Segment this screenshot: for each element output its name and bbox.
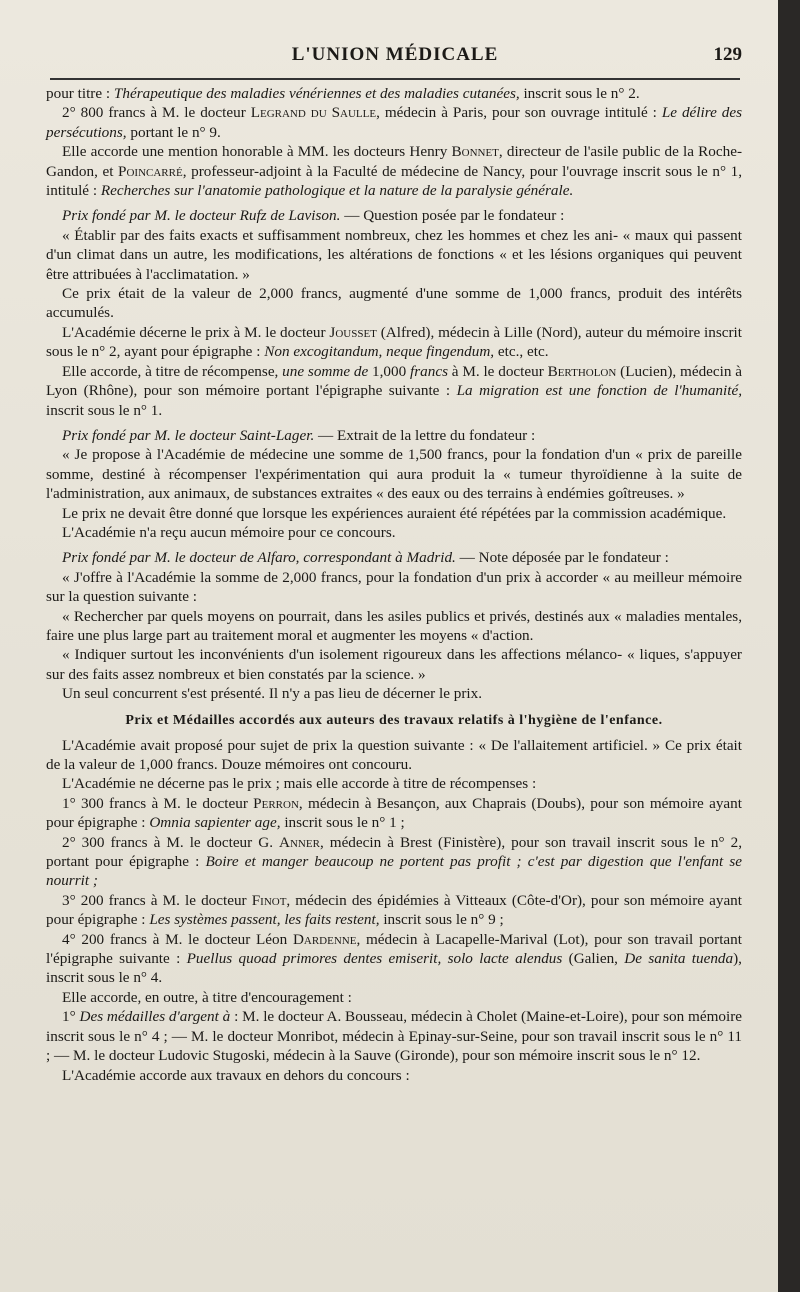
- scan-edge: [778, 0, 800, 1292]
- text: , professeur-adjoint à la Faculté de médecine de Nancy, pour l'ouvrage inscrit sous le n° 1, intitulé :: [46, 162, 742, 200]
- running-head: [50, 40, 740, 70]
- quotation: « Établir par des faits exacts et suffisamment nombreux, chez les hommes et chez les ani- « maux qui passent d'un climat dans un autre, les modifications, les altérations de fonctions « et les lésions organiques qui peuvent être attribuées à l'acclimatation. »: [46, 226, 742, 283]
- text: portant le n° 9.: [126, 123, 221, 141]
- work-title: Recherches sur l'anatomie pathologique et la nature de la paralysie générale.: [100, 182, 574, 200]
- author-name: Dardenne: [292, 930, 357, 948]
- paragraph: L'Académie ne décerne pas le prix ; mais elle accorde à titre de récompenses :: [62, 775, 537, 793]
- work-title: De sanita tuenda: [624, 950, 734, 968]
- text: 4° 200 francs à M. le docteur Léon: [62, 930, 293, 948]
- paragraph: [46, 891, 742, 930]
- epigraph: La migration est une fonction de l'humanité,: [456, 382, 742, 400]
- text: , médecin à Brest (Finistère), pour son travail inscrit sous le n° 2, portant pour épigraphe :: [46, 833, 742, 871]
- paragraph: [46, 206, 742, 225]
- text: , médecin à Besançon, aux Chaprais (Doubs), pour son mémoire ayant pour épigraphe :: [46, 794, 742, 832]
- text: francs: [410, 362, 448, 380]
- paragraph: [46, 548, 742, 567]
- paragraph: Le prix ne devait être donné que lorsque les expériences auraient été répétées par la commission académique.: [62, 504, 727, 522]
- work-title: Le délire des persécutions,: [46, 104, 743, 141]
- paragraph: Elle accorde, en outre, à titre d'encouragement :: [62, 988, 352, 1006]
- prize-heading: Prix fondé par M. le docteur de Alfaro, correspondant à Madrid.: [62, 549, 456, 567]
- article-body: [46, 84, 742, 1085]
- text: ), inscrit sous le n° 4.: [46, 950, 742, 987]
- text: (Galien,: [562, 950, 625, 968]
- page-number: 129: [713, 44, 742, 65]
- text: , médecin à Lacapelle-Marival (Lot), pour son travail portant l'épigraphe suivante :: [46, 930, 742, 968]
- text: inscrit sous le n° 1.: [46, 401, 163, 419]
- paragraph: [46, 84, 742, 103]
- author-name: Perron: [253, 794, 299, 812]
- text: (Lucien), médecin à Lyon (Rhône), pour son mémoire portant l'épigraphe suivante :: [46, 362, 743, 400]
- author-name: Jousset: [329, 323, 377, 341]
- paragraph: [46, 426, 742, 445]
- quotation: « Indiquer surtout les inconvénients d'un isolement rigoureux dans les affections mélanco- « liques, s'appuyer sur des faits assez nombreux et bien constatés par la science. »: [46, 646, 742, 683]
- author-name: Bertholon: [547, 362, 617, 380]
- paragraph: [46, 362, 742, 420]
- text: 2° 800 francs à M. le docteur: [62, 104, 251, 122]
- text: — Question posée par le fondateur :: [340, 207, 565, 225]
- text: Des médailles d'argent à: [79, 1008, 231, 1026]
- epigraph: Boire et manger beaucoup ne portent pas profit ; c'est par digestion que l'enfant se nourrit ;: [46, 853, 742, 890]
- epigraph: Les systèmes passent, les faits restent,: [149, 911, 380, 929]
- text: , médecin à Paris, pour son ouvrage intitulé :: [376, 104, 662, 122]
- author-name: Poincarré: [118, 162, 183, 180]
- text: inscrit sous le n° 9 ;: [379, 911, 504, 929]
- text: , directeur de l'asile public de la Roche-Gandon, et: [46, 143, 743, 180]
- quotation: « Rechercher par quels moyens on pourrait, dans les asiles publics et privés, destinés aux « maladies mentales, faire une plus large part au traitement moral et augmenter les moyens « d'action.: [46, 607, 742, 644]
- paragraph: L'Académie accorde aux travaux en dehors du concours :: [62, 1066, 410, 1084]
- text: inscrit sous le n° 2.: [519, 85, 640, 102]
- text: inscrit sous le n° 1 ;: [280, 814, 405, 832]
- journal-title: L'UNION MÉDICALE: [291, 44, 499, 65]
- text: , médecin des épidémies à Vitteaux (Côte-d'Or), pour son mémoire ayant pour épigraphe :: [46, 891, 742, 929]
- quotation: « Je propose à l'Académie de médecine une somme de 1,500 francs, pour la fondation d'un « prix de pareille somme, destiné à récompenser l'expérimentation qui aura produit la « tumeur thyroïdienne à la suite de l'administration, aux animaux, de substances extraites « des eaux ou des terrains à endémies goîtreuses. »: [46, 446, 742, 503]
- epigraph: Puellus quoad primores dentes emiserit, solo lacte alendus: [186, 950, 563, 968]
- prize-heading: Prix fondé par M. le docteur Saint-Lager.: [62, 426, 315, 444]
- header-rule: [50, 78, 740, 80]
- paragraph: L'Académie avait proposé pour sujet de prix la question suivante : « De l'allaitement artificiel. » Ce prix était de la valeur de 1,000 francs. Douze mémoires ont concouru.: [46, 736, 742, 773]
- paragraph: L'Académie n'a reçu aucun mémoire pour ce concours.: [62, 523, 396, 541]
- author-name: Anner: [279, 833, 320, 851]
- text: L'Académie décerne le prix à M. le docteur: [62, 323, 330, 341]
- text: pour titre :: [46, 85, 114, 102]
- text: — Note déposée par le fondateur :: [455, 549, 669, 567]
- work-title: Thérapeutique des maladies vénériennes et des maladies cutanées,: [113, 85, 520, 102]
- paragraph: [46, 103, 742, 142]
- paragraph: [46, 1007, 742, 1065]
- paragraph: [46, 142, 742, 200]
- text: une somme de: [282, 362, 369, 380]
- paragraph: [46, 833, 742, 891]
- paragraph: Un seul concurrent s'est présenté. Il n'y a pas lieu de décerner le prix.: [62, 685, 483, 703]
- author-name: Bonnet: [451, 143, 499, 161]
- text: 1° 300 francs à M. le docteur: [62, 794, 254, 812]
- paragraph: [46, 930, 742, 988]
- author-name: Legrand du Saulle: [250, 104, 377, 122]
- text: Elle accorde, à titre de récompense,: [62, 362, 283, 380]
- paragraph: Ce prix était de la valeur de 2,000 francs, augmenté d'une somme de 1,000 francs, produit des intérêts accumulés.: [46, 285, 742, 322]
- paragraph: [46, 794, 742, 833]
- epigraph: Omnia sapienter age,: [149, 814, 281, 832]
- author-name: Finot: [251, 891, 287, 909]
- epigraph: Non excogitandum, neque fingendum,: [264, 343, 495, 361]
- text: — Extrait de la lettre du fondateur :: [314, 426, 536, 444]
- section-title: Prix et Médailles accordés aux auteurs des travaux relatifs à l'hygiène de l'enfance.: [125, 712, 663, 728]
- text: à M. le docteur: [448, 362, 548, 380]
- text: Elle accorde une mention honorable à MM. les docteurs Henry: [62, 143, 452, 161]
- text: 2° 300 francs à M. le docteur G.: [62, 833, 280, 851]
- quotation: « J'offre à l'Académie la somme de 2,000 francs, pour la fondation d'un prix à accorder « au meilleur mémoire sur la question suivante :: [46, 568, 742, 606]
- text: (Alfred), médecin à Lille (Nord), auteur du mémoire inscrit sous le n° 2, ayant pour épigraphe :: [46, 323, 742, 361]
- prize-heading: Prix fondé par M. le docteur Rufz de Lavison.: [62, 207, 341, 225]
- paragraph: [46, 323, 742, 362]
- text: : M. le docteur A. Bousseau, médecin à Cholet (Maine-et-Loire), pour son mémoire inscrit sous le n° 4 ; — M. le docteur Monribot, médecin à Epinay-sur-Seine, pour son travail inscrit sous le n° 11 ; — M. le docteur Ludovic Stugoski, médecin à la Sauve (Gironde), pour son mémoire inscrit sous le n° 12.: [46, 1008, 743, 1065]
- text: 1,000: [368, 362, 411, 380]
- text: etc., etc.: [494, 343, 549, 361]
- text: 1°: [62, 1008, 80, 1026]
- text: 3° 200 francs à M. le docteur: [62, 891, 252, 909]
